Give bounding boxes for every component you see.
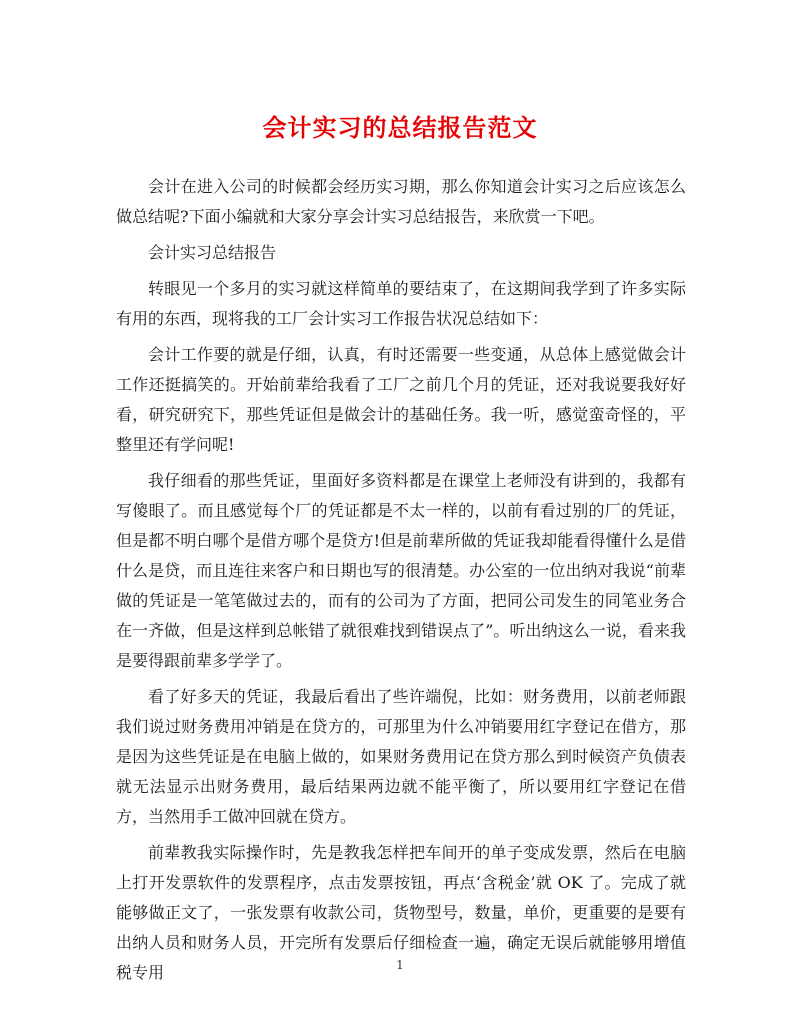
paragraph-body: 转眼见一个多月的实习就这样简单的要结束了，在这期间我学到了许多实际有用的东西，现将我的工厂会计实习工作报告状况总结如下：	[116, 279, 686, 328]
paragraph-body: 我仔细看的那些凭证，里面好多资料都是在课堂上老师没有讲到的，我都有写傻眼了。而且感觉每个厂的凭证都是不太一样的，以前有看过别的厂的凭证，但是都不明白哪个是借方哪个是贷方!但是前辈所做的凭证我却能看得懂什么是借什么是贷，而且连往来客户和日期也写的很清楚。办公室的一位出纳对我说“前辈做的凭证是一笔笔做过去的，而有的公司为了方面，把同公司发生的同笔业务合在一齐做，但是这样到总帐错了就很难找到错误点了”。听出纳这么一说，看来我是要得跟前辈多学学了。	[116, 471, 686, 670]
document-title: 会计实习的总结报告范文	[262, 113, 538, 142]
paragraph-body: 前辈教我实际操作时，先是教我怎样把车间开的单子变成发票，然后在电脑上打开发票软件的发票程序，点击发票按钮，再点‘含税金’就 OK 了。完成了就能够做正文了，一张发票有收款公司，货物型号，数量，单价，更重要的是要有出纳人员和财务人员，开完所有发票后仔细检查一遍，确定无误后就能够用增值税专用	[116, 843, 686, 982]
paragraph-body: 看了好多天的凭证，我最后看出了些许端倪，比如：财务费用，以前老师跟我们说过财务费用冲销是在贷方的，可那里为什么冲销要用红字登记在借方，那是因为这些凭证是在电脑上做的，如果财务费用记在贷方那么到时候资产负债表就无法显示出财务费用，最后结果两边就不能平衡了，所以要用红字登记在借方，当然用手工做冲回就在贷方。	[116, 687, 686, 826]
paragraph-subtitle: 会计实习总结报告	[148, 243, 277, 262]
document-body	[116, 172, 686, 994]
paragraph-intro: 会计在进入公司的时候都会经历实习期，那么你知道会计实习之后应该怎么做总结呢?下面小编就和大家分享会计实习总结报告，来欣赏一下吧。	[116, 177, 686, 226]
paragraph-body: 会计工作要的就是仔细，认真，有时还需要一些变通，从总体上感觉做会计工作还挺搞笑的。开始前辈给我看了工厂之前几个月的凭证，还对我说要我好好看，研究研究下，那些凭证但是做会计的基础任务。我一听，感觉蛮奇怪的，平整里还有学问呢!	[116, 345, 686, 454]
page-number: 1	[396, 958, 404, 972]
